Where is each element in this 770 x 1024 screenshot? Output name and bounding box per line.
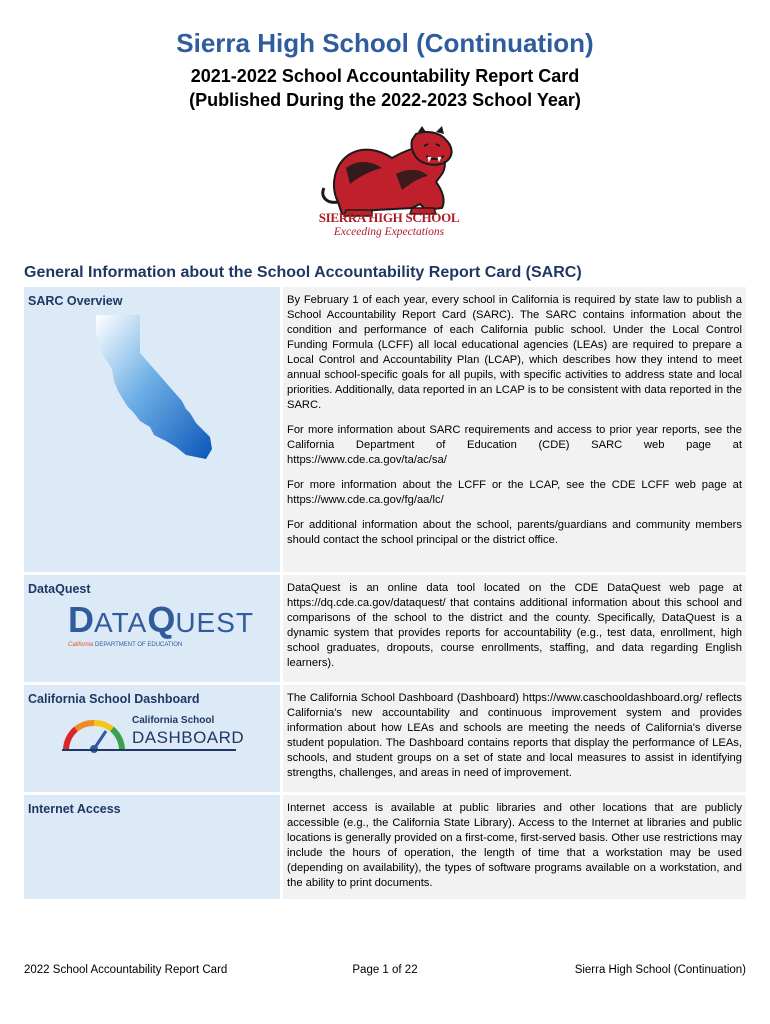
dashboard-logo-word: DASHBOARD <box>132 728 245 747</box>
california-map-icon <box>94 313 214 463</box>
row-content-cell <box>282 286 747 574</box>
report-card-title: 2021-2022 School Accountability Report Card <box>190 66 580 86</box>
table-row-dataquest <box>24 574 746 684</box>
dataquest-logo-uest: UEST <box>175 607 255 638</box>
dataquest-paragraph: DataQuest is an online data tool located on the CDE DataQuest web page at https://dq.cde.ca.gov/dataquest/ that contains additional information about this school and comparisons of the school to the district and the county. Specifically, DataQuest is a dynamic system that provides reports for accountability (e.g., test data, enrollment, high school graduates, dropouts, course enrollments, staffing, and data regarding English learners). <box>287 582 742 669</box>
footer-page-number: Page 1 of 22 <box>352 964 418 976</box>
dataquest-logo-caption-state: California <box>68 642 94 648</box>
school-logo-tagline: Exceeding Expectations <box>333 226 445 238</box>
row-label-cell <box>24 286 282 574</box>
internet-paragraph: Internet access is available at public libraries and other locations that are publicly accessible (e.g., the California State Library). Access to the Internet at libraries and public locations is generally provided on a first-come, first-served basis. Other use restrictions may include the hours of operation, the length of time that a workstation may be used (depending on availability), the types of software programs available on a workstation, and the ability to print documents. <box>287 802 742 889</box>
table-row-dashboard <box>24 684 746 794</box>
dataquest-logo-caption: DEPARTMENT OF EDUCATION <box>93 642 183 648</box>
dashboard-underline <box>62 749 236 751</box>
dataquest-logo <box>68 599 255 648</box>
publication-year: (Published During the 2022-2023 School Year) <box>189 90 581 110</box>
dataquest-logo-d: D <box>68 599 94 640</box>
row-label: SARC Overview <box>28 294 123 308</box>
row-label: Internet Access <box>28 802 121 816</box>
dashboard-paragraph: The California School Dashboard (Dashboard) https://www.caschooldashboard.org/ reflects California's new accountability and continuous improvement system and provides information about how LEAs and schools are meeting the needs of California's diverse student population. The Dashboard contains reports that display the performance of LEAs, schools, and student groups on a set of state and local measures to assist in identifying strengths, challenges, and areas in need of improvement. <box>287 692 742 779</box>
table-row-internet-access <box>24 794 746 900</box>
dataquest-logo-q: Q <box>147 599 176 640</box>
overview-paragraph: For additional information about the school, parents/guardians and community members should contact the school principal or the district office. <box>287 519 742 546</box>
row-content-cell <box>282 794 747 900</box>
row-label-cell <box>24 794 282 900</box>
row-label-cell <box>24 574 282 684</box>
section-heading: General Information about the School Accountability Report Card (SARC) <box>24 264 582 281</box>
school-logo-name: SIERRA HIGH SCHOOL <box>318 210 460 225</box>
footer-school-name: Sierra High School (Continuation) <box>574 964 746 976</box>
document-title: Sierra High School (Continuation) <box>176 28 594 58</box>
row-content-cell <box>282 684 747 794</box>
overview-paragraph: For more information about the LCFF or the LCAP, see the CDE LCFF web page at https://www.cde.ca.gov/fg/aa/lc/ <box>287 479 742 506</box>
footer-report-name: 2022 School Accountability Report Card <box>24 964 228 976</box>
table-row-sarc-overview <box>24 286 746 574</box>
gauge-icon <box>62 717 126 753</box>
row-label-cell <box>24 684 282 794</box>
row-label: California School Dashboard <box>28 692 200 706</box>
dashboard-logo-title: California School <box>132 715 215 726</box>
row-label: DataQuest <box>28 582 91 596</box>
dataquest-logo-ata: ATA <box>94 607 148 638</box>
sarc-info-table <box>24 284 746 899</box>
row-content-cell <box>282 574 747 684</box>
overview-paragraph: By February 1 of each year, every school in California is required by state law to publish a School Accountability Report Card (SARC). The SARC contains information about the condition and performance of each California public school. Under the Local Control Funding Formula (LCFF) all local educational agencies (LEAs) are required to prepare a Local Control and Accountability Plan (LCAP), which describes how they intend to meet annual school-specific goals for all pupils, with specific activities to address state and local priorities. Additionally, data reported in an LCAP is to be consistent with data reported in the SARC. <box>287 294 742 411</box>
overview-paragraph: For more information about SARC requirements and access to prior year reports, see the California Department of Education (CDE) SARC web page at https://www.cde.ca.gov/ta/ac/sa/ <box>287 424 742 466</box>
